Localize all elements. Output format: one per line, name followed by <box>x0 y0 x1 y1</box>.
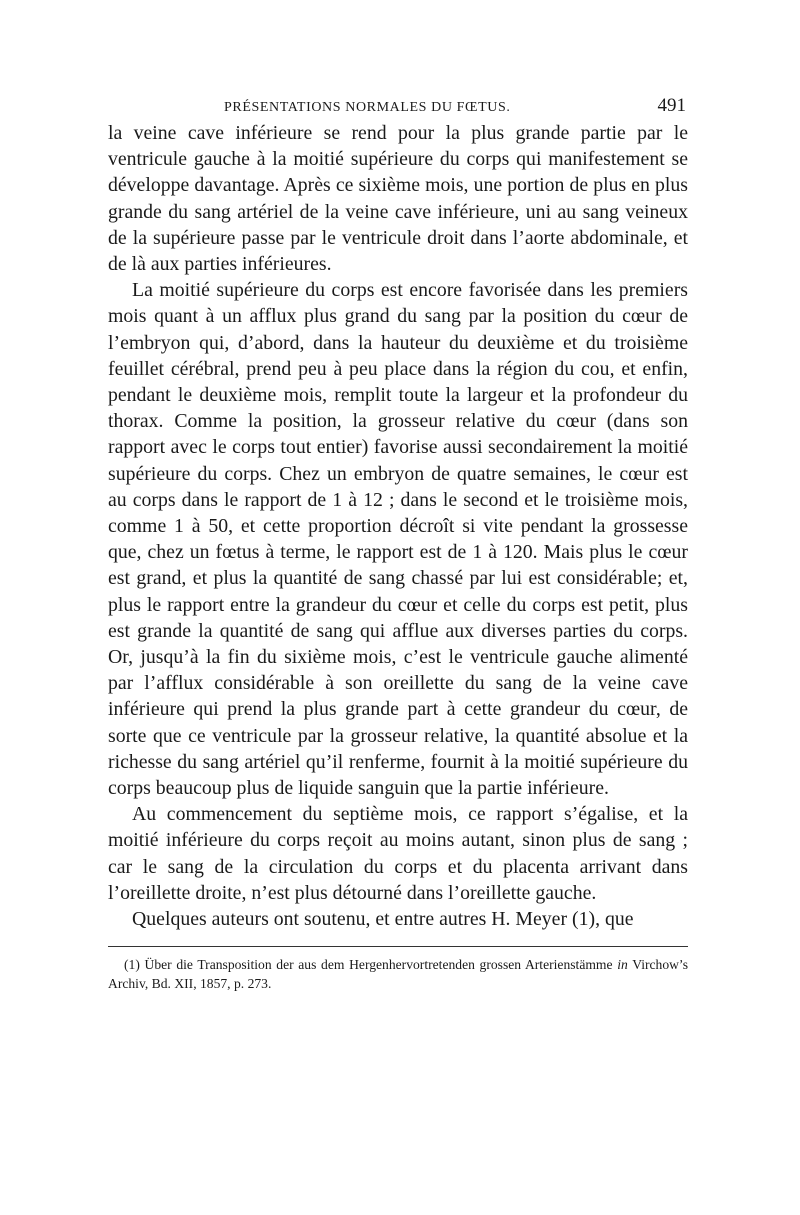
paragraph-continuation: la veine cave inférieure se rend pour la plus grande partie par le ventricule gauche à la moitié supérieure du corps qui manifestement se développe davantage. Après ce sixième mois, une portion de plus en plus grande du sang artériel de la veine cave inférieure, uni au sang veineux de la supérieure passe par le ventricule droit dans l’aorte abdominale, et de là aux parties inférieures. <box>108 122 688 276</box>
footnote <box>108 955 688 993</box>
footnote-italic: in <box>617 957 628 973</box>
footnote-rule <box>108 946 688 947</box>
footnote-text-before: Über die Transposition der aus dem Hergenhervortretenden grossen Arterienstämme <box>144 957 613 973</box>
running-head: PRÉSENTATIONS NORMALES DU FŒTUS. <box>224 100 511 115</box>
paragraph-position-du-coeur: La moitié supérieure du corps est encore favorisée dans les premiers mois quant à un afflux plus grand du sang par la position du cœur de l’embryon qui, d’abord, dans la hauteur du deuxième et du troisième feuillet cérébral, prend peu à peu place dans la région du cou, et enfin, pendant le deuxième mois, remplit toute la largeur et la profondeur du thorax. Comme la position, la grosseur relative du cœur (dans son rapport avec le corps tout entier) favorise aussi secondairement la moitié supérieure du corps. Chez un embryon de quatre semaines, le cœur est au corps dans le rapport de 1 à 12 ; dans le second et le troisième mois, comme 1 à 50, et cette proportion décroît si vite pendant la grossesse que, chez un fœtus à terme, le rapport est de 1 à 120. Mais plus le cœur est grand, et plus la quantité de sang chassé par lui est considérable; et, plus le rapport entre la grandeur du cœur et celle du corps est petit, plus est grande la quantité de sang qui afflue aux diverses parties du corps. Or, jusqu’à la fin du sixième mois, c’est le ventricule gauche alimenté par l’afflux considérable à son oreillette du sang de la veine cave inférieure qui prend la plus grande part à cette grandeur du cœur, de sorte que ce ventricule par la grosseur relative, la quantité absolue et la richesse du sang artériel qu’il renferme, fournit à la moitié supérieure du corps beaucoup plus de liquide sanguin que la partie inférieure. <box>108 279 688 800</box>
paragraph-quelques-auteurs: Quelques auteurs ont soutenu, et entre autres H. Meyer (1), que <box>132 908 634 931</box>
book-page <box>108 88 688 1188</box>
page-header <box>108 88 688 120</box>
body-text <box>108 120 688 932</box>
footnote-marker: (1) <box>124 957 140 973</box>
footnote-text-after: Virchow’s Archiv, Bd. XII, 1857, p. 273. <box>108 957 689 992</box>
paragraph-septieme-mois: Au commencement du septième mois, ce rapport s’égalise, et la moitié inférieure du corps reçoit au moins autant, sinon plus de sang ; car le sang de la circulation du corps et du placenta arrivant dans l’oreillette droite, n’est plus détourné dans l’oreillette gauche. <box>108 803 688 904</box>
page-number: 491 <box>657 95 686 116</box>
